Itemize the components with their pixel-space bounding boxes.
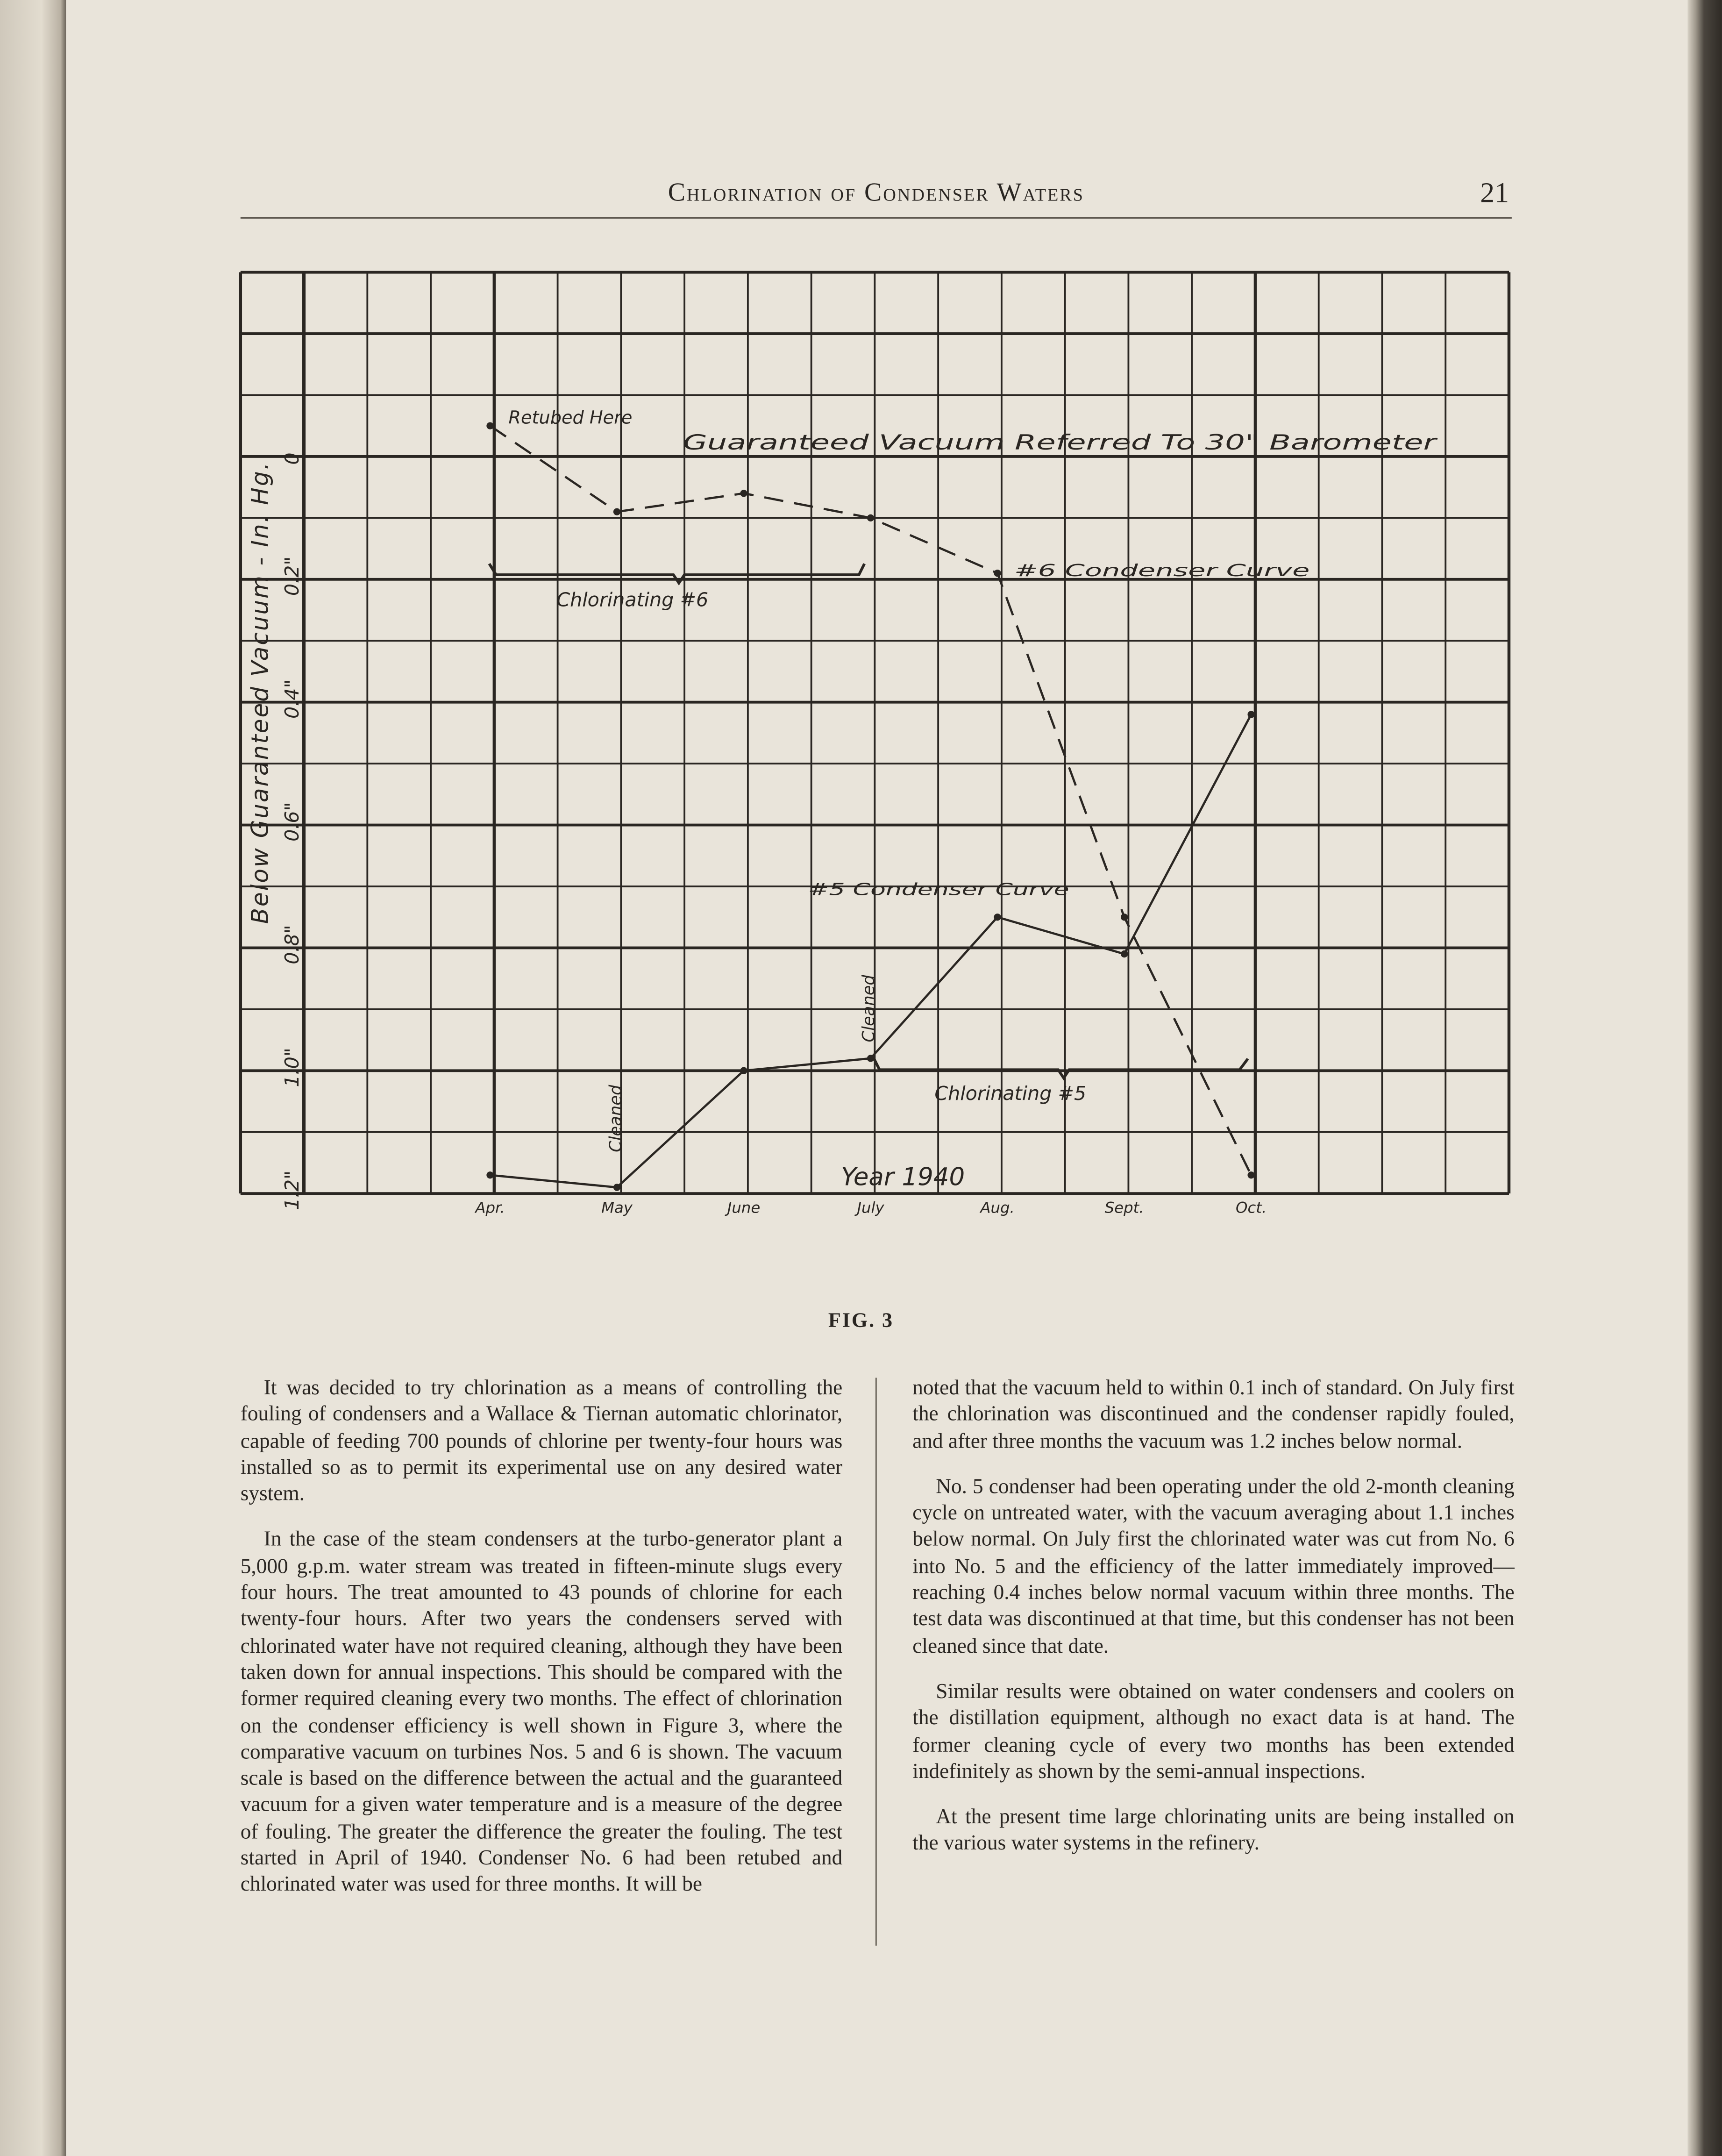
- y-tick-label: 0.8": [280, 925, 303, 964]
- x-tick-label: June: [727, 1199, 761, 1217]
- data-point: [740, 490, 747, 497]
- page-number: 21: [1480, 176, 1509, 209]
- x-tick-label: Oct.: [1236, 1199, 1267, 1217]
- paragraph: At the present time large chlorinating units are being installed on the various water systems in the refinery.: [912, 1806, 1515, 1856]
- paragraph: It was decided to try chlorination as a means of controlling the fouling of condensers and a Wallace & Tiernan automatic chlorinator, capable of feeding 700 pounds of chlorine per twenty-four hours was installed so as to permit its experimental use on any desired water system.: [240, 1376, 843, 1506]
- data-point: [613, 508, 620, 515]
- x-tick-label: July: [857, 1199, 884, 1217]
- page-edge: [1687, 0, 1722, 2156]
- x-tick-label: May: [601, 1199, 633, 1217]
- annotation-curve-6: #6 Condenser Curve: [1014, 561, 1310, 580]
- data-point: [1247, 1171, 1254, 1178]
- annotation-guaranteed-vacuum: Guaranteed Vacuum Referred To 30" Barometer: [683, 431, 1438, 455]
- y-tick-label: 0: [280, 452, 303, 465]
- y-tick-label: 1.0": [280, 1048, 303, 1087]
- y-axis-label: Below Guaranteed Vacuum - In. Hg.: [246, 461, 274, 924]
- data-point: [486, 422, 493, 429]
- annotation-cleaned-may: Cleaned: [606, 1085, 626, 1152]
- data-point: [994, 914, 1001, 921]
- x-axis-title: Year 1940: [841, 1163, 965, 1192]
- data-point: [486, 1171, 493, 1178]
- x-tick-label: Aug.: [980, 1199, 1015, 1217]
- paragraph: Similar results were obtained on water condensers and coolers on the distillation equipment, although no exact data is at hand. The former cleaning cycle of every two months has been extended indefinitely as shown by the semi-annual inspections.: [912, 1680, 1515, 1784]
- data-point: [1247, 711, 1254, 718]
- x-tick-label: Sept.: [1104, 1199, 1144, 1217]
- y-tick-label: 1.2": [280, 1171, 303, 1210]
- paragraph: In the case of the steam condensers at the turbo-generator plant a 5,000 g.p.m. water stream was treated in fifteen-minute slugs every four hours. The treat amounted to 43 pounds of chlorine for each twenty-four hours. After two years the condensers served with chlorinated water have not required cleaning, although they have been taken down for annual inspections. This should be compared with the former required cleaning every two months. The effect of chlorination on the condenser efficiency is well shown in Figure 3, where the comparative vacuum on turbines Nos. 5 and 6 is shown. The vacuum scale is based on the difference between the actual and the guaranteed vacuum for a given water temperature and is a measure of the degree of fouling. The greater the difference the greater the fouling. The test started in April of 1940. Condenser No. 6 had been retubed and chlorinated water was used for three months. It will be: [240, 1528, 843, 1897]
- running-header: [241, 176, 1512, 219]
- vacuum-chart: [220, 261, 1539, 1224]
- data-point: [613, 1184, 620, 1191]
- data-point: [994, 570, 1001, 577]
- annotation-chlorinating-5: Chlorinating #5: [934, 1082, 1087, 1105]
- paragraph: No. 5 condenser had been operating under the old 2-month cleaning cycle on untreated water, with the vacuum averaging about 1.1 inches below normal. On July first the chlorinated water was cut from No. 6 into No. 5 and the efficiency of the latter immediately improved—reaching 0.4 inches below normal vacuum within three months. The test data was discontinued at that time, but this condenser has not been cleaned since that date.: [912, 1475, 1515, 1658]
- data-point: [1121, 914, 1128, 921]
- running-title: Chlorination of Condenser Waters: [668, 178, 1084, 208]
- data-point: [1121, 950, 1128, 957]
- column-divider: [875, 1378, 877, 1945]
- figure-caption: FIG. 3: [828, 1310, 894, 1333]
- book-gutter: [0, 0, 66, 2156]
- paragraph: noted that the vacuum held to within 0.1 inch of standard. On July first the chlorination was discontinued and the condenser rapidly fouled, and after three months the vacuum was 1.2 inches below normal.: [912, 1376, 1515, 1453]
- series-line-condenser-6: [490, 426, 1251, 1175]
- data-point: [867, 514, 874, 521]
- annotation-chlorinating-6: Chlorinating #6: [556, 588, 709, 611]
- x-tick-label: Apr.: [475, 1199, 505, 1217]
- annotation-retubed: Retubed Here: [508, 407, 633, 428]
- data-point: [867, 1055, 874, 1062]
- text-column-left: [241, 1375, 842, 1918]
- y-tick-label: 0.6": [280, 802, 303, 842]
- y-tick-label: 0.2": [280, 556, 303, 596]
- annotation-cleaned-july: Cleaned: [859, 975, 878, 1042]
- text-column-right: [912, 1375, 1514, 1877]
- series-line-condenser-5: [490, 714, 1251, 1187]
- y-tick-label: 0.4": [280, 679, 303, 719]
- data-point: [740, 1067, 747, 1074]
- annotation-curve-5: #5 Condenser Curve: [808, 880, 1069, 900]
